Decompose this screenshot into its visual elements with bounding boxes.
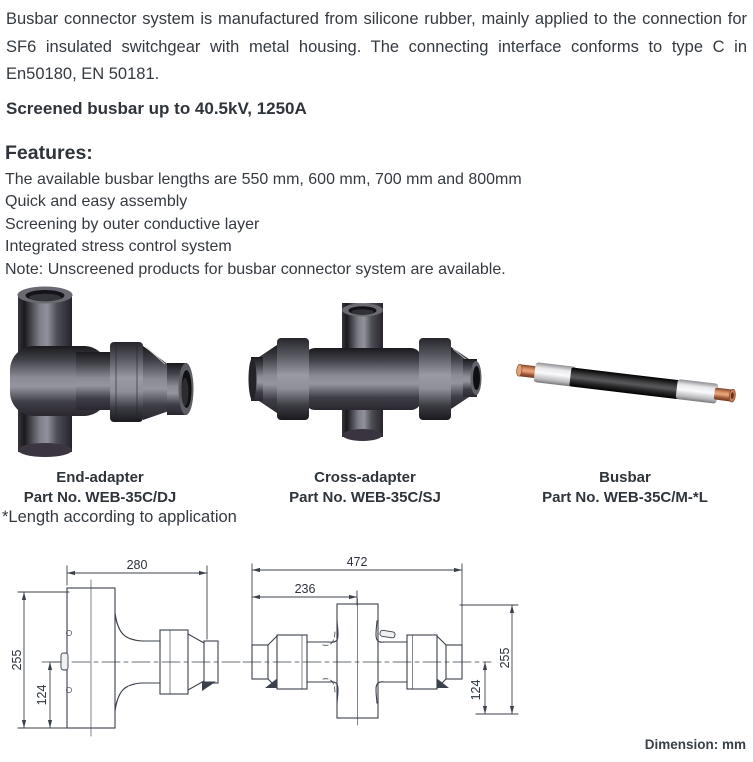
subtitle-rating: Screened busbar up to 40.5kV, 1250A — [6, 99, 307, 118]
busbar-part-no: Part No. WEB-35C/M-*L — [542, 488, 708, 506]
cross-adapter-image — [249, 293, 481, 445]
features-list — [5, 169, 522, 281]
end-adapter-drawing — [12, 553, 252, 753]
dim-472-label: 472 — [346, 555, 368, 569]
busbar-image — [516, 357, 741, 415]
dim-124-label: 124 — [35, 684, 49, 706]
feature-item-stress: Integrated stress control system — [5, 238, 232, 256]
feature-item-note: Note: Unscreened products for busbar connector system are available. — [5, 260, 506, 278]
dimension-unit-note: Dimension: mm — [644, 737, 746, 752]
dim-255-right-label: 255 — [498, 647, 512, 669]
length-footnote: *Length according to application — [2, 508, 237, 526]
feature-item-screening: Screening by outer conductive layer — [5, 215, 260, 233]
feature-item-lengths: The available busbar lengths are 550 mm, 600 mm, 700 mm and 800mm — [5, 171, 522, 188]
intro-paragraph: Busbar connector system is manufactured from silicone rubber, mainly applied to the connection for SF6 insulated switchgear with metal housing. The connecting interface conforms to type C in En50180, EN 50181. — [6, 10, 747, 83]
end-adapter-name: End-adapter — [56, 469, 144, 486]
end-adapter-part-no: Part No. WEB-35C/DJ — [23, 488, 177, 506]
features-heading: Features: — [5, 142, 93, 164]
cross-adapter-name: Cross-adapter — [314, 469, 416, 486]
dim-255-label: 255 — [10, 649, 24, 671]
end-adapter-label — [0, 468, 205, 507]
cross-adapter-label — [260, 468, 470, 507]
dim-124-right-label: 124 — [469, 679, 483, 701]
end-adapter-image — [8, 280, 194, 462]
feature-item-assembly: Quick and easy assembly — [5, 193, 188, 211]
dim-236-label: 236 — [294, 582, 316, 596]
cross-adapter-part-no: Part No. WEB-35C/SJ — [289, 488, 441, 506]
dim-280-label: 280 — [126, 558, 148, 572]
busbar-name: Busbar — [599, 469, 651, 486]
cross-adapter-drawing — [243, 553, 535, 753]
busbar-label — [520, 468, 730, 507]
